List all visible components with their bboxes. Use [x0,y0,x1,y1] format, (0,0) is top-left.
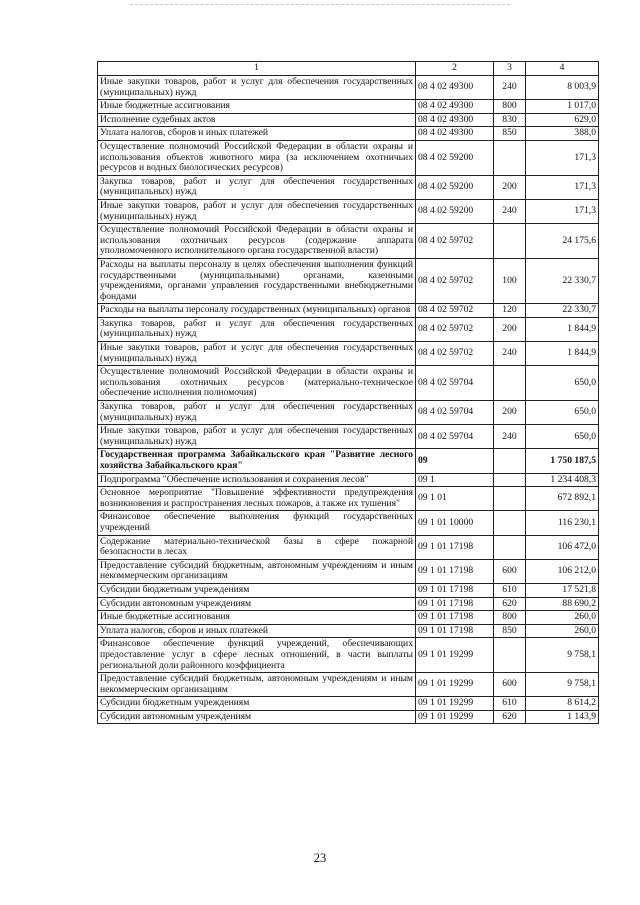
cell-name: Осуществление полномочий Российской Федерации в области охраны и использования охотничьих ресурсов (материально-техническое обеспечение исполнения полномочия) [98,366,416,401]
cell-type: 200 [494,401,526,425]
table-row [98,511,599,535]
cell-type: 850 [494,127,526,141]
cell-type: 600 [494,559,526,583]
cell-name: Расходы на выплаты персоналу в целях обеспечения выполнения функций государственными (муниципальными) органами, казенными учреждениями, органами управления государственными внебюджетными фондами [98,258,416,303]
column-header-type: 3 [494,62,526,76]
cell-code: 09 1 [416,473,494,487]
cell-amount: 260,0 [526,624,599,638]
cell-type: 620 [494,710,526,724]
cell-name: Иные закупки товаров, работ и услуг для обеспечения государственных (муниципальных) нужд [98,76,416,100]
cell-type: 610 [494,583,526,597]
cell-name: Исполнение судебных актов [98,113,416,127]
cell-amount: 1 750 187,5 [526,449,599,473]
table-row [98,473,599,487]
table-row [98,258,599,303]
cell-type: 850 [494,624,526,638]
cell-type: 100 [494,258,526,303]
cell-name: Финансовое обеспечение функций учреждений, обеспечивающих предоставление услуг в сфере лесных отношений, в части выплаты региональной доли районного коэффициента [98,638,416,673]
cell-name: Подпрограмма "Обеспечение использования и сохранения лесов" [98,473,416,487]
cell-amount: 116 230,1 [526,511,599,535]
table-row [98,113,599,127]
cell-type: 240 [494,342,526,366]
cell-type [494,638,526,673]
table-row [98,710,599,724]
cell-type: 240 [494,76,526,100]
cell-type: 200 [494,317,526,341]
cell-amount: 672 892,1 [526,487,599,511]
table-row [98,304,599,318]
cell-code: 08 4 02 59702 [416,304,494,318]
cell-code: 08 4 02 59702 [416,342,494,366]
cell-name: Государственная программа Забайкальского края "Развитие лесного хозяйства Забайкальского края" [98,449,416,473]
cell-code: 08 4 02 59704 [416,366,494,401]
cell-name: Осуществление полномочий Российской Федерации в области охраны и использования охотничьих ресурсов (содержание аппарата уполномоченного исполнительного органа государственной власти) [98,224,416,259]
table-row [98,611,599,625]
cell-code: 08 4 02 59200 [416,199,494,223]
table-row [98,127,599,141]
cell-type: 120 [494,304,526,318]
table-body [98,76,599,724]
table-row [98,624,599,638]
cell-amount: 17 521,8 [526,583,599,597]
table-row [98,76,599,100]
table-row [98,535,599,559]
cell-code: 08 4 02 49300 [416,127,494,141]
cell-amount: 1 017,0 [526,100,599,114]
cell-code: 08 4 02 59704 [416,425,494,449]
table-row [98,697,599,711]
cell-code: 08 4 02 59702 [416,258,494,303]
column-header-code: 2 [416,62,494,76]
cell-amount: 171,3 [526,175,599,199]
cell-name: Субсидии автономным учреждениям [98,710,416,724]
cell-type [494,511,526,535]
cell-name: Уплата налогов, сборов и иных платежей [98,624,416,638]
cell-name: Расходы на выплаты персоналу государственных (муниципальных) органов [98,304,416,318]
cell-name: Иные закупки товаров, работ и услуг для обеспечения государственных (муниципальных) нужд [98,199,416,223]
cell-amount: 650,0 [526,366,599,401]
column-header-name: 1 [98,62,416,76]
cell-amount: 22 330,7 [526,304,599,318]
table-row [98,342,599,366]
table-row [98,583,599,597]
scan-edge-line [130,4,510,6]
cell-type [494,449,526,473]
cell-amount: 629,0 [526,113,599,127]
cell-amount: 650,0 [526,401,599,425]
cell-amount: 8 614,2 [526,697,599,711]
cell-amount: 106 472,0 [526,535,599,559]
cell-name: Закупка товаров, работ и услуг для обеспечения государственных (муниципальных) нужд [98,317,416,341]
table-row [98,401,599,425]
table-row [98,317,599,341]
cell-name: Субсидии бюджетным учреждениям [98,583,416,597]
cell-amount: 1 844,9 [526,317,599,341]
cell-name: Уплата налогов, сборов и иных платежей [98,127,416,141]
cell-name: Предоставление субсидий бюджетным, автономным учреждениям и иным некоммерческим организациям [98,673,416,697]
cell-type [494,140,526,175]
cell-name: Субсидии бюджетным учреждениям [98,697,416,711]
table-row [98,425,599,449]
table-row [98,199,599,223]
cell-type [494,224,526,259]
cell-type [494,366,526,401]
cell-code: 08 4 02 59200 [416,140,494,175]
cell-type: 610 [494,697,526,711]
cell-code: 09 1 01 10000 [416,511,494,535]
table-row [98,449,599,473]
cell-type: 800 [494,100,526,114]
table-row [98,100,599,114]
cell-name: Иные закупки товаров, работ и услуг для обеспечения государственных (муниципальных) нужд [98,425,416,449]
cell-amount: 106 212,0 [526,559,599,583]
table-row [98,175,599,199]
budget-table [97,61,599,724]
cell-code: 09 1 01 19299 [416,673,494,697]
cell-amount: 260,0 [526,611,599,625]
cell-code: 09 1 01 17198 [416,624,494,638]
cell-type: 200 [494,175,526,199]
cell-name: Предоставление субсидий бюджетным, автономным учреждениям и иным некоммерческим организациям [98,559,416,583]
cell-type: 240 [494,199,526,223]
cell-amount: 1 844,9 [526,342,599,366]
table-row [98,224,599,259]
table-row [98,673,599,697]
cell-amount: 388,0 [526,127,599,141]
cell-name: Содержание материально-технической базы в сфере пожарной безопасности в лесах [98,535,416,559]
cell-code: 08 4 02 59702 [416,317,494,341]
cell-code: 08 4 02 49300 [416,76,494,100]
cell-name: Закупка товаров, работ и услуг для обеспечения государственных (муниципальных) нужд [98,175,416,199]
cell-type: 800 [494,611,526,625]
cell-code: 09 1 01 17198 [416,535,494,559]
cell-code: 09 1 01 19299 [416,638,494,673]
cell-name: Иные бюджетные ассигнования [98,611,416,625]
cell-type: 830 [494,113,526,127]
cell-type [494,487,526,511]
table-row [98,487,599,511]
cell-type: 240 [494,425,526,449]
cell-code: 09 1 01 17198 [416,597,494,611]
cell-type [494,473,526,487]
cell-code: 09 1 01 17198 [416,559,494,583]
cell-code: 08 4 02 49300 [416,100,494,114]
cell-code: 09 [416,449,494,473]
cell-amount: 171,3 [526,140,599,175]
table-row [98,140,599,175]
cell-code: 09 1 01 19299 [416,710,494,724]
cell-amount: 9 758,1 [526,638,599,673]
cell-amount: 8 003,9 [526,76,599,100]
cell-amount: 1 234 408,3 [526,473,599,487]
table-row [98,559,599,583]
cell-amount: 650,0 [526,425,599,449]
cell-name: Закупка товаров, работ и услуг для обеспечения государственных (муниципальных) нужд [98,401,416,425]
table-row [98,366,599,401]
table-header-row [98,62,599,76]
cell-type: 600 [494,673,526,697]
cell-code: 08 4 02 59702 [416,224,494,259]
cell-name: Субсидии автономным учреждениям [98,597,416,611]
cell-code: 09 1 01 19299 [416,697,494,711]
column-header-amount: 4 [526,62,599,76]
cell-amount: 22 330,7 [526,258,599,303]
cell-name: Иные бюджетные ассигнования [98,100,416,114]
cell-amount: 88 690,2 [526,597,599,611]
cell-type: 620 [494,597,526,611]
cell-code: 09 1 01 17198 [416,611,494,625]
cell-amount: 24 175,6 [526,224,599,259]
cell-type [494,535,526,559]
cell-amount: 1 143,9 [526,710,599,724]
cell-code: 09 1 01 [416,487,494,511]
cell-name: Основное мероприятие "Повышение эффективности предупреждения возникновения и распространения лесных пожаров, а также их тушения" [98,487,416,511]
cell-code: 08 4 02 49300 [416,113,494,127]
cell-amount: 9 758,1 [526,673,599,697]
cell-name: Финансовое обеспечение выполнения функций государственных учреждений [98,511,416,535]
cell-code: 08 4 02 59200 [416,175,494,199]
cell-code: 09 1 01 17198 [416,583,494,597]
cell-name: Осуществление полномочий Российской Федерации в области охраны и использования объектов животного мира (за исключением охотничьих ресурсов и водных биологических ресурсов) [98,140,416,175]
cell-amount: 171,3 [526,199,599,223]
cell-name: Иные закупки товаров, работ и услуг для обеспечения государственных (муниципальных) нужд [98,342,416,366]
cell-code: 08 4 02 59704 [416,401,494,425]
table-row [98,597,599,611]
table-row [98,638,599,673]
page-number: 23 [313,851,327,865]
